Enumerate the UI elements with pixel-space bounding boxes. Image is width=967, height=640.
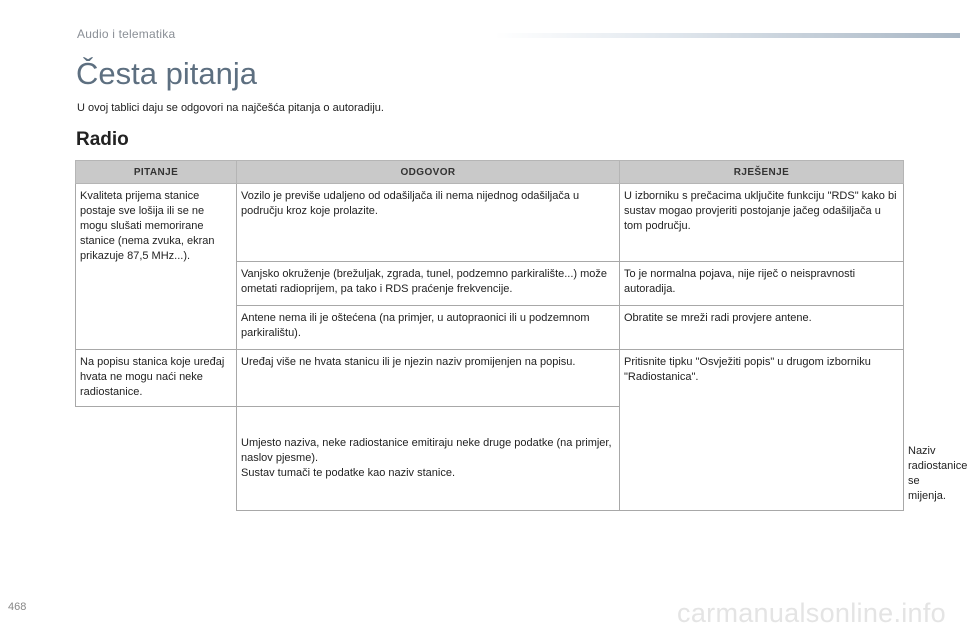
intro-text: U ovoj tablici daju se odgovori na najčešća pitanja o autoradiju. xyxy=(77,102,384,114)
header-rule xyxy=(495,33,960,38)
answer-cell: Umjesto naziva, neke radiostanice emitiraju neke druge podatke (na primjer, naslov pjesme). Sustav tumači te podatke kao naziv stanice. xyxy=(237,407,620,511)
spacer-cell xyxy=(76,407,237,511)
question-cell: Kvaliteta prijema stanice postaje sve lošija ili se ne mogu slušati memorirane stanice (nema zvuka, ekran prikazuje 87,5 MHz...). xyxy=(76,184,237,350)
solution-cell: To je normalna pojava, nije riječ o neispravnosti autoradija. xyxy=(620,262,904,306)
page-title: Česta pitanja xyxy=(76,56,257,91)
table-row: Naziv radiostanice se mijenja. xyxy=(908,445,967,502)
page-number: 468 xyxy=(8,601,27,613)
solution-cell: Pritisnite tipku "Osvježiti popis" u drugom izborniku "Radiostanica". xyxy=(620,350,904,511)
section-label: Audio i telematika xyxy=(77,27,176,41)
column-header-question: PITANJE xyxy=(76,161,237,184)
solution-cell: Obratite se mreži radi provjere antene. xyxy=(620,306,904,350)
answer-cell: Antene nema ili je oštećena (na primjer, u autopraonici ili u podzemnom parkiralištu). xyxy=(237,306,620,350)
answer-cell: Vozilo je previše udaljeno od odašiljača ili nema nijednog odašiljača u području kroz koje prolazite. xyxy=(237,184,620,262)
table-row xyxy=(76,184,904,262)
table-row xyxy=(76,350,904,407)
table-header-row xyxy=(76,161,904,184)
solution-cell: U izborniku s prečacima uključite funkciju "RDS" kako bi sustav mogao provjeriti postojanje jačeg odašiljača u tom području. xyxy=(620,184,904,262)
section-heading-radio: Radio xyxy=(76,129,129,150)
watermark: carmanualsonline.info xyxy=(677,598,946,628)
column-header-solution: RJEŠENJE xyxy=(620,161,904,184)
answer-cell: Vanjsko okruženje (brežuljak, zgrada, tunel, podzemno parkiralište...) može ometati radioprijem, pa tako i RDS praćenje frekvencije. xyxy=(237,262,620,306)
column-header-answer: ODGOVOR xyxy=(237,161,620,184)
question-cell: Na popisu stanica koje uređaj hvata ne mogu naći neke radiostanice. xyxy=(76,350,237,407)
answer-cell: Uređaj više ne hvata stanicu ili je njezin naziv promijenjen na popisu. xyxy=(237,350,620,407)
faq-table xyxy=(75,160,967,511)
